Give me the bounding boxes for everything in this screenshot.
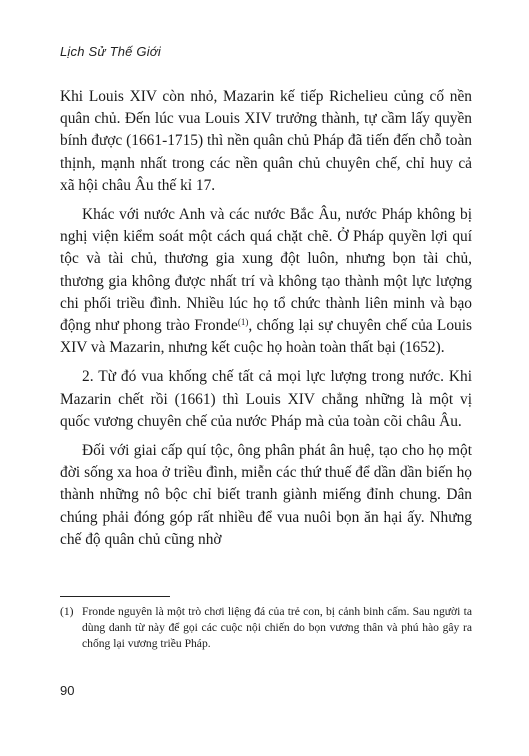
paragraph-4: Đối với giai cấp quí tộc, ông phân phát ân huệ, tạo cho họ một đời sống xa hoa ở triều đình, miễn các thứ thuế để dần dần biến họ thành những nô bộc chỉ biết tranh giành miếng đỉnh chung. Dân chúng phải đóng góp rất nhiều để vua nuôi bọn ăn hại ấy. Nhưng chế độ quân chủ cũng nhờ (60, 442, 472, 548)
footnote-marker: (1) (60, 605, 74, 618)
body-text (60, 86, 472, 551)
page-number: 90 (60, 683, 75, 698)
footnote (60, 604, 472, 652)
paragraph-2-text: Khác với nước Anh và các nước Bắc Âu, nước Pháp không bị nghị viện kiểm soát một cách quá chặt chẽ. Ở Pháp quyền lợi quí tộc và tài chủ, thương gia xung đột luôn, nhưng bọn tài chủ, thương gia không được nhất trí và không tạo thành một lực lượng chi phối triều đình. Nhiều lúc họ tổ chức thành liên minh và bạo động như phong trào Fronde (60, 206, 472, 335)
footnote-reference[interactable]: (1) (237, 317, 249, 328)
paragraph-1: Khi Louis XIV còn nhỏ, Mazarin kế tiếp Richelieu củng cố nền quân chủ. Đến lúc vua Louis XIV trưởng thành, tự cầm lấy quyền bính được (1661-1715) thì nền quân chủ Pháp đã tiến đến chỗ toàn thịnh, mạnh nhất trong các nền quân chủ chuyên chế, chỉ huy cả xã hội châu Âu thế kỉ 17. (60, 88, 472, 194)
footnote-row (60, 604, 472, 652)
footnote-divider (60, 596, 170, 597)
paragraph-2 (60, 204, 472, 359)
paragraph-3: 2. Từ đó vua khống chế tất cả mọi lực lượng trong nước. Khi Mazarin chết rồi (1661) thì Louis XIV chẳng những là một vị quốc vương chuyên chế của nước Pháp mà của toàn cõi châu Âu. (60, 368, 472, 430)
paragraph-2-tail: , chống lại sự chuyên chế của Louis XIV và Mazarin, nhưng kết cuộc họ hoàn toàn thất bại (1652). (60, 317, 472, 357)
running-head-title: Lịch Sử Thế Giới (60, 44, 161, 59)
footnote-text: Fronde nguyên là một trò chơi liệng đá của trẻ con, bị cảnh binh cấm. Sau người ta dùng danh từ này để gọi các cuộc nội chiến do bọn vương thân và phú hào gây ra chống lại vương triều Pháp. (82, 605, 472, 650)
